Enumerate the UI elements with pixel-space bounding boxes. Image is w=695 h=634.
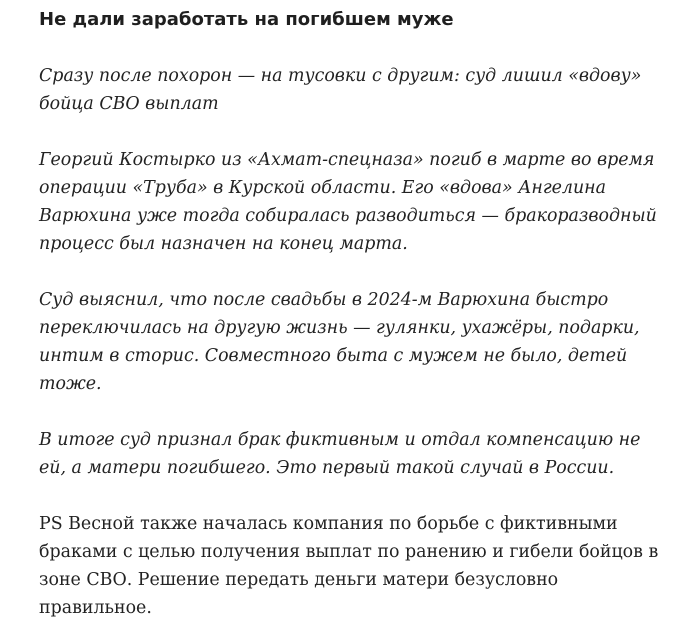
paragraph-line: браками с целью получения выплат по ранению и гибели бойцов в xyxy=(39,542,659,562)
paragraph-background xyxy=(39,146,684,258)
paragraph-line: ей, а матери погибшего. Это первый такой случай в России. xyxy=(39,458,615,478)
paragraph-line: Сразу после похорон — на тусовки с другим: суд лишил «вдову» xyxy=(39,66,642,86)
paragraph-line: В итоге суд признал брак фиктивным и отдал компенсацию не xyxy=(39,430,641,450)
paragraph-court-findings xyxy=(39,286,684,398)
article-title: Не дали заработать на погибшем муже xyxy=(39,9,454,30)
paragraph-line: бойца СВО выплат xyxy=(39,94,219,114)
paragraph-line: Варюхина уже тогда собиралась разводиться — бракоразводный xyxy=(39,206,657,226)
paragraph-postscript xyxy=(39,510,684,622)
paragraph-line: интим в сторис. Совместного быта с мужем не было, детей xyxy=(39,346,628,366)
article xyxy=(39,6,684,622)
paragraph-line: Георгий Костырко из «Ахмат-спецназа» погиб в марте во время xyxy=(39,150,655,170)
paragraph-line: операции «Труба» в Курской области. Его «вдова» Ангелина xyxy=(39,178,606,198)
paragraph-lead xyxy=(39,62,684,118)
paragraph-verdict xyxy=(39,426,684,482)
paragraph-line: тоже. xyxy=(39,374,102,394)
paragraph-line: переключилась на другую жизнь — гулянки, ухажёры, подарки, xyxy=(39,318,640,338)
paragraph-line: PS Весной также началась компания по борьбе с фиктивными xyxy=(39,514,618,534)
paragraph-line: процесс был назначен на конец марта. xyxy=(39,234,408,254)
paragraph-line: правильное. xyxy=(39,598,152,618)
paragraph-line: зоне СВО. Решение передать деньги матери безусловно xyxy=(39,570,559,590)
paragraph-line: Суд выяснил, что после свадьбы в 2024-м Варюхина быстро xyxy=(39,290,609,310)
